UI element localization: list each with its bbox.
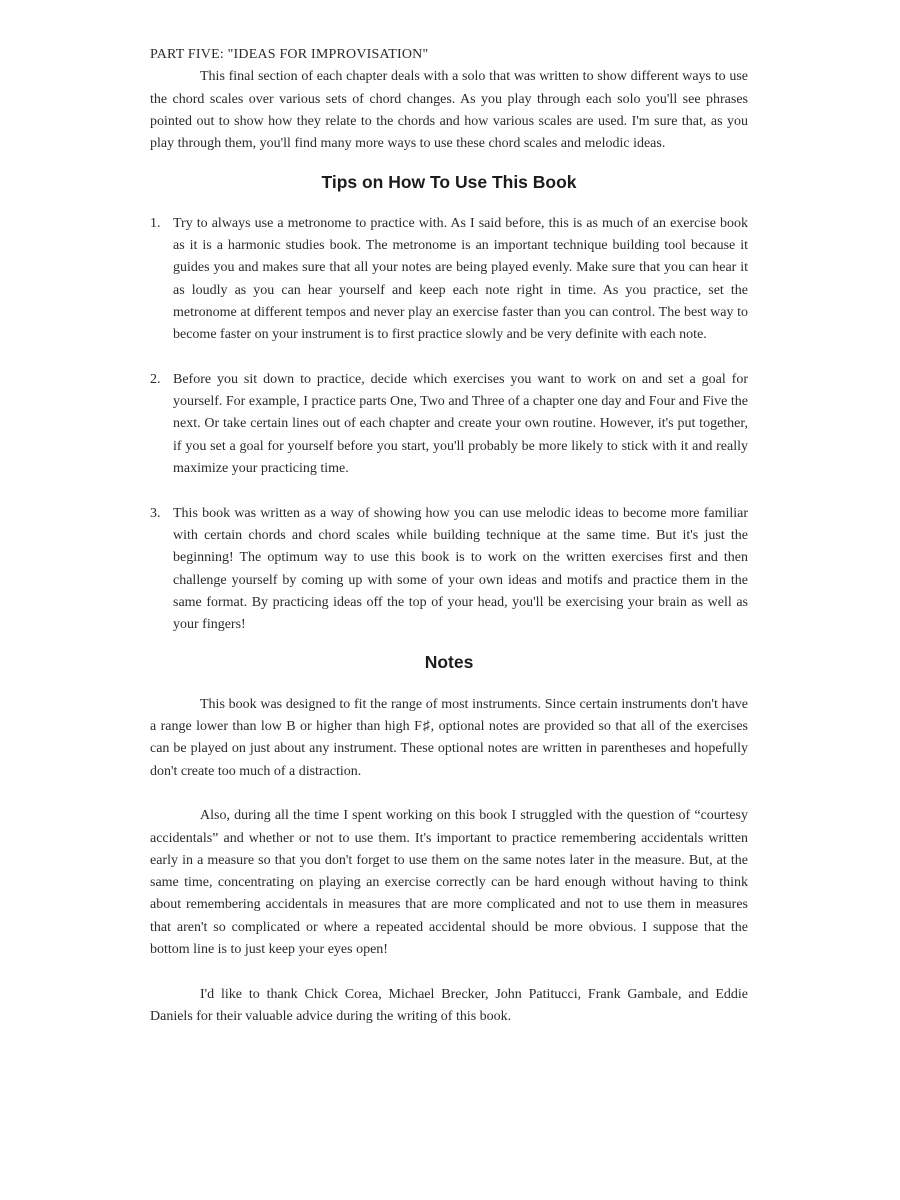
notes-paragraph-thanks: I'd like to thank Chick Corea, Michael Brecker, John Patitucci, Frank Gambale, and Eddie Daniels for their valuable advice during the writing of this book. (150, 986, 748, 1024)
tip-number: 1. (150, 215, 161, 231)
tip-item-1 (150, 213, 748, 347)
document-page (150, 44, 748, 1028)
tip-number: 3. (150, 505, 161, 521)
tip-text: Before you sit down to practice, decide which exercises you want to work on and set a goal for yourself. For example, I practice parts One, Two and Three of a chapter one day and Four and Five the next. Or take certain lines out of each chapter and create your own routine. However, it's put together, if you set a goal for yourself before you start, you'll probably be more likely to stick with it and really maximize your practicing time. (173, 371, 748, 477)
part-five-body: This final section of each chapter deals with a solo that was written to show different ways to use the chord scales over various sets of chord changes. As you play through each solo you'll see phrases pointed out to show how they relate to the chords and how various scales are used. I'm sure that, as you play through them, you'll find many more ways to use these chord scales and melodic ideas. (150, 69, 748, 152)
part-five-heading: PART FIVE: "IDEAS FOR IMPROVISATION" (150, 47, 429, 62)
part-five-section (150, 44, 748, 155)
tip-text: Try to always use a metronome to practice with. As I said before, this is as much of an exercise book as it is a harmonic studies book. The metronome is an important technique building tool because it guides you and makes sure that all your notes are being played evenly. Make sure that you can hear it as loudly as you can hear yourself and keep each note right in time. As you practice, set the metronome at different tempos and never play an exercise faster than you can control. The best way to become faster on your instrument is to first practice slowly and be very definite with each note. (173, 215, 748, 343)
notes-paragraph-accidentals: Also, during all the time I spent working on this book I struggled with the question of “courtesy accidentals” and whether or not to use them. It's important to practice remembering accidentals written early in a measure so that you don't forget to use them on the same notes later in the measure. But, at the same time, concentrating on playing an exercise correctly can be hard enough without having to think about remembering accidentals in measures that are more complicated and not to use them in measures that aren't so complicated or where a repeated accidental should be more obvious. I suppose that the bottom line is to just keep your eyes open! (150, 808, 748, 957)
notes-title: Notes (424, 652, 474, 673)
notes-section (150, 651, 748, 1028)
tips-title: Tips on How To Use This Book (321, 172, 577, 193)
tip-text: This book was written as a way of showing how you can use melodic ideas to become more familiar with certain chords and chord scales while building technique at the same time. But it's just the beginning! The optimum way to use this book is to work on the written exercises first and then challenge yourself by coming up with some of your own ideas and motifs and practice them in the same format. By practicing ideas off the top of your head, you'll be exercising your brain as well as your fingers! (173, 505, 748, 633)
tips-list (150, 213, 748, 637)
tips-section (150, 171, 748, 636)
tip-item-2 (150, 369, 748, 480)
tip-number: 2. (150, 371, 161, 387)
tip-item-3 (150, 503, 748, 637)
notes-paragraph-range: This book was designed to fit the range of most instruments. Since certain instruments don't have a range lower than low B or higher than high F♯, optional notes are provided so that all of the exercises can be played on just about any instrument. These optional notes are written in parentheses and hopefully don't create too much of a distraction. (150, 696, 748, 779)
